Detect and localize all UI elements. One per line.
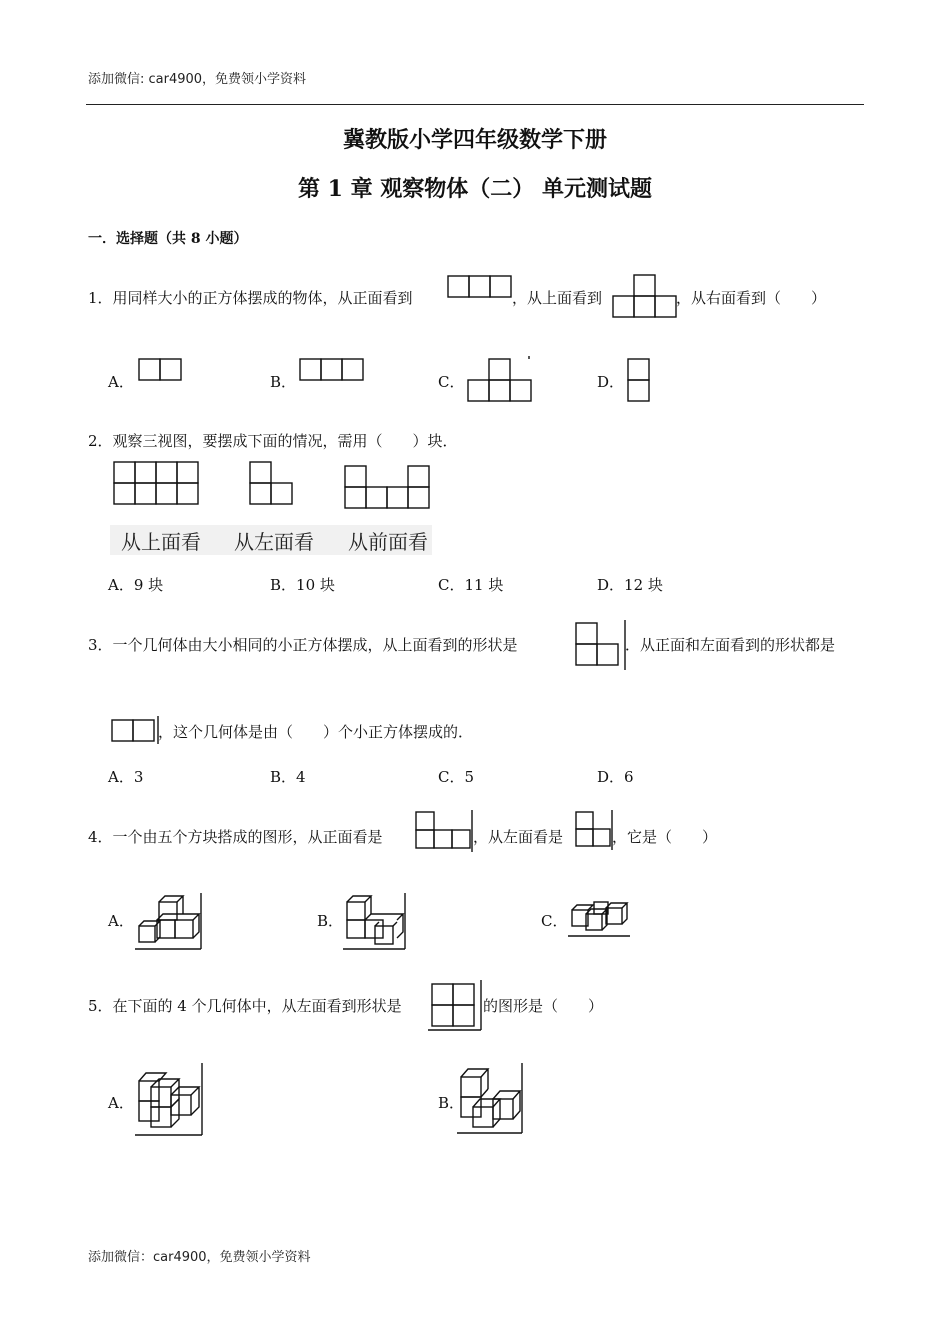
q1-top-view-figure — [611, 274, 677, 320]
q1-option-b-figure — [299, 358, 365, 382]
q5-stem-part2: 的图形是（ ） — [483, 997, 604, 1015]
q1-option-a[interactable]: A． — [108, 373, 134, 391]
q1-stem-part1: 1．用同样大小的正方体摆成的物体，从正面看到 — [88, 289, 413, 307]
q2-left-view — [250, 462, 292, 504]
q1-option-b[interactable]: B． — [270, 373, 297, 391]
q2-label-front: 从前面看 — [348, 530, 428, 554]
q3-option-b[interactable]: B．4 — [270, 768, 306, 786]
q4-option-a-figure — [135, 893, 203, 951]
q4-stem-part2: ，从左面看是 — [473, 828, 564, 846]
header-divider — [86, 104, 864, 105]
q5-option-b[interactable]: B． — [438, 1094, 465, 1112]
q3-option-c[interactable]: C．5 — [438, 768, 475, 786]
q1-option-c-figure — [466, 356, 532, 404]
q1-front-view-figure — [447, 275, 513, 299]
q2-stem: 2．观察三视图，要摆成下面的情况，需用（ ）块． — [88, 432, 458, 450]
q3-stem-part2: ．从正面和左面看到的形状都是 — [625, 636, 836, 654]
q1-stem-part2: ，从上面看到 — [512, 289, 603, 307]
q1-stem-part3: ，从右面看到（ ） — [676, 289, 827, 307]
q4-front-view-figure — [412, 810, 474, 852]
q2-label-left: 从左面看 — [234, 530, 314, 554]
document-title: 冀教版小学四年级数学下册 — [342, 127, 607, 153]
q3-option-d[interactable]: D．6 — [597, 768, 634, 786]
q4-option-b[interactable]: B． — [317, 912, 344, 930]
q2-option-d[interactable]: D．12 块 — [597, 576, 663, 594]
q5-left-view-figure — [428, 980, 484, 1032]
q3-stem-part3: ，这个几何体是由（ ）个小正方体摆成的． — [158, 723, 474, 741]
q1-option-d-figure — [627, 358, 653, 404]
q4-option-c-figure — [568, 898, 632, 940]
q3-stem-part1: 3．一个几何体由大小相同的小正方体摆成，从上面看到的形状是 — [88, 636, 518, 654]
q2-option-c[interactable]: C．11 块 — [438, 576, 504, 594]
q3-top-view-figure — [573, 620, 629, 670]
q2-top-view — [114, 462, 198, 504]
header-note: 添加微信: car4900，免费领小学资料 — [88, 72, 307, 87]
q2-option-a[interactable]: A．9 块 — [108, 576, 164, 594]
q2-three-views-figure — [110, 459, 432, 555]
document-subtitle: 第 1 章 观察物体（二） 单元测试题 — [298, 176, 652, 202]
q5-option-a[interactable]: A． — [108, 1094, 134, 1112]
q5-stem-part1: 5．在下面的 4 个几何体中，从左面看到形状是 — [88, 997, 402, 1015]
q4-option-c[interactable]: C． — [541, 912, 568, 930]
q2-option-b[interactable]: B．10 块 — [270, 576, 335, 594]
q1-option-c[interactable]: C． — [438, 373, 465, 391]
q3-front-left-view-figure — [110, 716, 160, 744]
footer-note: 添加微信：car4900，免费领小学资料 — [88, 1250, 311, 1265]
q1-option-a-figure — [138, 358, 184, 382]
q5-option-b-figure — [457, 1063, 525, 1135]
q2-front-view — [345, 466, 429, 508]
q4-option-a[interactable]: A． — [108, 912, 134, 930]
q4-option-b-figure — [343, 893, 407, 951]
q4-stem-part3: ，它是（ ） — [612, 828, 718, 846]
section-heading: 一．选择题（共 8 小题） — [88, 231, 248, 247]
q4-stem-part1: 4．一个由五个方块搭成的图形，从正面看是 — [88, 828, 383, 846]
q5-option-a-figure — [135, 1063, 205, 1137]
q4-left-view-figure — [573, 810, 615, 850]
q1-option-d[interactable]: D． — [597, 373, 625, 391]
q3-option-a[interactable]: A．3 — [108, 768, 144, 786]
q2-label-top: 从上面看 — [121, 530, 201, 554]
